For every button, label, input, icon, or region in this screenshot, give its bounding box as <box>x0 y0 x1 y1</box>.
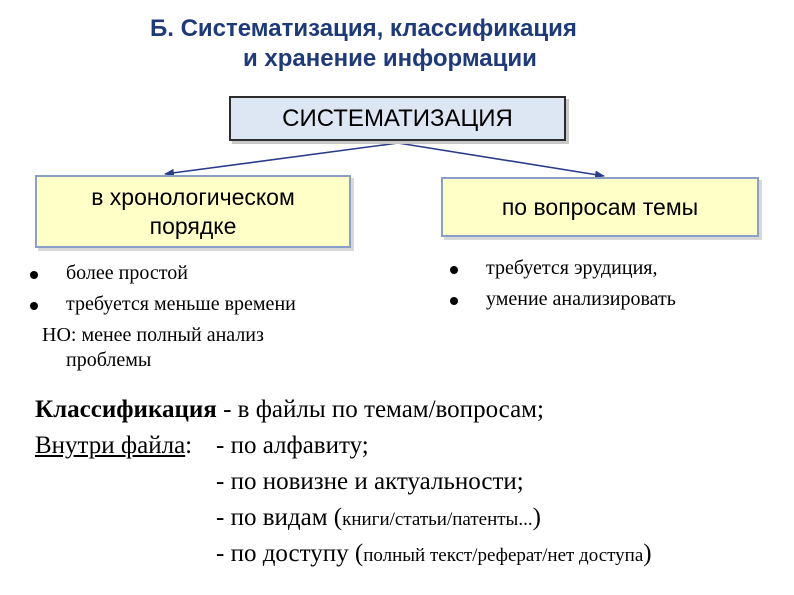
note-line: НО: менее полный анализ <box>42 324 264 346</box>
list-item: требуется эрудиция, <box>460 253 676 284</box>
inside-file-line: Внутри файла: <box>35 432 193 459</box>
bullet-icon <box>450 266 458 274</box>
note-line: проблемы <box>66 349 152 371</box>
list-item: умение анализировать <box>460 284 676 315</box>
inside-file-label: Внутри файла <box>35 432 186 459</box>
bullet-icon <box>30 302 38 310</box>
arrow-to-topics <box>398 143 604 176</box>
classification-line: Классификация - в файлы по темам/вопросам; <box>35 396 544 423</box>
by-topic-box <box>441 177 759 237</box>
chronological-order-label: в хронологическом порядке <box>91 183 295 239</box>
systematization-box <box>229 96 566 141</box>
systematization-label: СИСТЕМАТИЗАЦИЯ <box>282 104 513 132</box>
sort-item: - по алфавиту; <box>216 432 369 459</box>
topic-properties-list <box>460 253 676 315</box>
sort-item: - по новизне и актуальности; <box>216 468 524 495</box>
chronological-properties-list <box>40 258 296 376</box>
by-topic-label: по вопросам темы <box>501 193 699 220</box>
list-item: более простой <box>40 258 296 289</box>
arrow-to-chronological <box>165 143 398 174</box>
sort-item: - по доступу (полный текст/реферат/нет доступа) <box>216 540 652 567</box>
sort-item: - по видам (книги/статьи/патенты...) <box>216 504 541 531</box>
bullet-icon <box>450 297 458 305</box>
list-item: требуется меньше времени <box>40 289 296 320</box>
classification-term: Классификация <box>35 396 217 423</box>
title-line-2: и хранение информации <box>243 45 537 72</box>
title-line-1: Б. Систематизация, классификация <box>150 15 577 42</box>
chronological-order-box <box>35 175 351 248</box>
bullet-icon <box>30 271 38 279</box>
